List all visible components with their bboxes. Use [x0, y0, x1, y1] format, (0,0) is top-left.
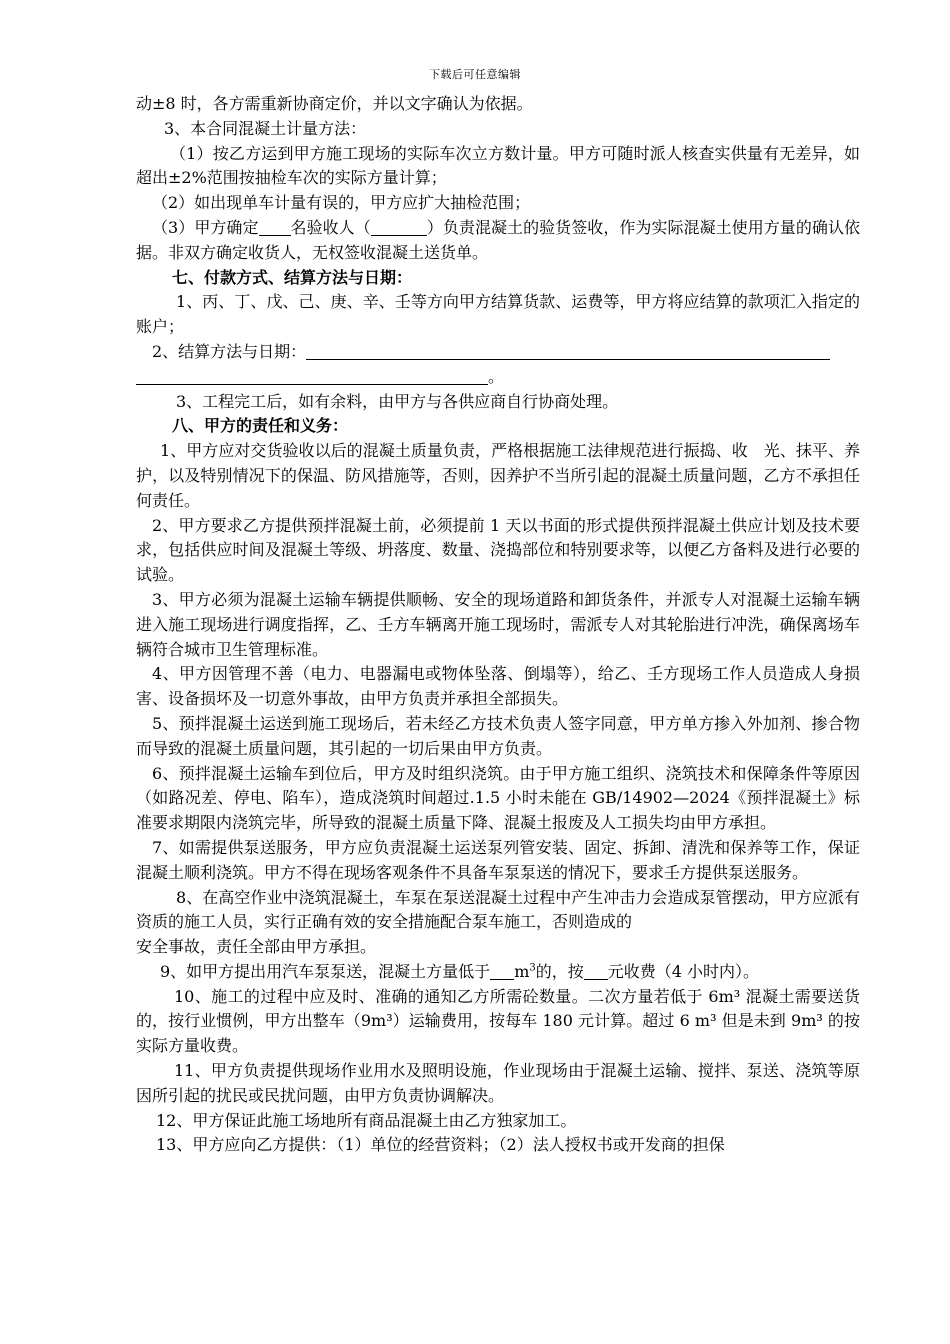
blank-underline — [259, 217, 291, 236]
paragraph: 12、甲方保证此施工场地所有商品混凝土由乙方独家加工。 — [156, 1110, 577, 1130]
paragraph: 1、丙、丁、戊、己、庚、辛、壬等方向甲方结算货款、运费等，甲方将应结算的款项汇入指定的账户； — [136, 292, 860, 337]
text-segment: （3）甲方确定 — [152, 217, 259, 237]
paragraph — [136, 216, 860, 266]
section-heading: 七、付款方式、结算方法与日期： — [172, 267, 413, 287]
blank-underline — [584, 961, 608, 980]
text-segment: 。 — [488, 366, 505, 386]
text-segment: m — [514, 961, 530, 981]
paragraph: 3、甲方必须为混凝土运输车辆提供顺畅、安全的现场道路和卸货条件，并派专人对混凝土运输车辆进入施工现场进行调度指挥，乙、壬方车辆离开施工现场时，需派专人对其轮胎进行冲洗，确保离场车辆符合城市卫生管理标准。 — [136, 589, 860, 659]
paragraph: 2、甲方要求乙方提供预拌混凝土前，必须提前 1 天以书面的形式提供预拌混凝土供应计划及技术要求，包括供应时间及混凝土等级、坍落度、数量、浇捣部位和特别要求等，以便乙方备料及进行必要的试验。 — [136, 515, 860, 585]
paragraph: 安全事故，责任全部由甲方承担。 — [136, 937, 377, 957]
paragraph: 1、甲方应对交货验收以后的混凝土质量负责，严格根据施工法律规范进行振捣、收 光、抹平、养护，以及特别情况下的保温、防风措施等，否则，因养护不当所引起的混凝土质量问题，乙方不承担任何责任。 — [136, 441, 860, 510]
paragraph: 10、施工的过程中应及时、准确的通知乙方所需砼数量。二次方量若低于 6m³ 混凝土需要送货的，按行业惯例，甲方出整车（9m³）运输费用，按每车 180 元计算。超过 6 m³ 但是未到 9m³ 的按实际方量收费。 — [136, 986, 860, 1056]
text-segment: 名验收人（ — [290, 217, 371, 237]
blank-underline — [371, 217, 427, 236]
page-header: 下载后可任意编辑 — [429, 68, 521, 81]
paragraph: 9、如甲方提出用汽车泵泵送，混凝土方量低于 $m^3$的，按 元收费（4 小时内）。 — [160, 961, 760, 981]
paragraph: 动±8 时，各方需重新协商定价，并以文字确认为依据。 — [136, 94, 533, 113]
blank-underline — [136, 366, 488, 385]
paragraph: 13、甲方应向乙方提供：（1）单位的经营资料；（2）法人授权书或开发商的担保 — [156, 1135, 725, 1155]
blank-underline — [490, 961, 514, 980]
text-segment: 9、如甲方提出用汽车泵泵送，混凝土方量低于 — [160, 961, 491, 981]
paragraph: 11、甲方负责提供现场作业用水及照明设施，作业现场由于混凝土运输、搅拌、泵送、浇筑等原因所引起的扰民或民扰问题，由甲方负责协调解决。 — [136, 1061, 860, 1105]
paragraph: （1）按乙方运到甲方施工现场的实际车次立方数计量。甲方可随时派人核查实供量有无差异，如超出±2%范围按抽检车次的实际方量计算； — [136, 143, 860, 188]
paragraph — [136, 365, 860, 390]
paragraph: （2）如出现单车计量有误的，甲方应扩大抽检范围； — [152, 193, 531, 213]
paragraph: 5、预拌混凝土运送到施工现场后，若未经乙方技术负责人签字同意，甲方单方掺入外加剂、掺合物而导致的混凝土质量问题，其引起的一切后果由甲方负责。 — [136, 713, 860, 758]
blank-underline — [306, 341, 830, 360]
paragraph: 4、甲方因管理不善（电力、电器漏电或物体坠落、倒塌等），给乙、壬方现场工作人员造成人身损害、设备损坏及一切意外事故，由甲方负责并承担全部损失。 — [136, 664, 860, 709]
section-heading: 八、甲方的责任和义务： — [172, 416, 349, 436]
paragraph: 6、预拌混凝土运输车到位后，甲方及时组织浇筑。由于甲方施工组织、浇筑技术和保障条件等原因（如路况差、停电、陷车），造成浇筑时间超过.1.5 小时未能在 GB/14902—2024《预拌混凝土》标准要求期限内浇筑完毕，所导致的混凝土质量下降、混凝土报废及人工损失均由甲方承担。 — [136, 763, 860, 833]
paragraph: 8、在高空作业中浇筑混凝土，车泵在泵送混凝土过程中产生冲击力会造成泵管摆动，甲方应派有资质的施工人员，实行正确有效的安全措施配合泵车施工，否则造成的 — [136, 887, 860, 932]
text-segment: 元收费（4 小时内）。 — [607, 961, 760, 981]
paragraph: 7、如需提供泵送服务，甲方应负责混凝土运送泵列管安装、固定、拆卸、清洗和保养等工作，保证混凝土顺利浇筑。甲方不得在现场客观条件不具备车泵泵送的情况下，要求壬方提供泵送服务。 — [136, 837, 860, 882]
text-segment: 的，按 — [535, 961, 584, 981]
document-body — [136, 92, 860, 1158]
text-segment: ）负责混凝土的验货签收，作为实际混凝土使用方量的确认依据。非双方确定收货人，无权签收混凝土送货单。 — [136, 217, 860, 262]
paragraph — [136, 340, 860, 365]
paragraph: 3、工程完工后，如有余料，由甲方与各供应商自行协商处理。 — [176, 391, 619, 411]
text-segment: 2、结算方法与日期： — [152, 341, 307, 361]
paragraph: 3、本合同混凝土计量方法： — [164, 118, 367, 138]
